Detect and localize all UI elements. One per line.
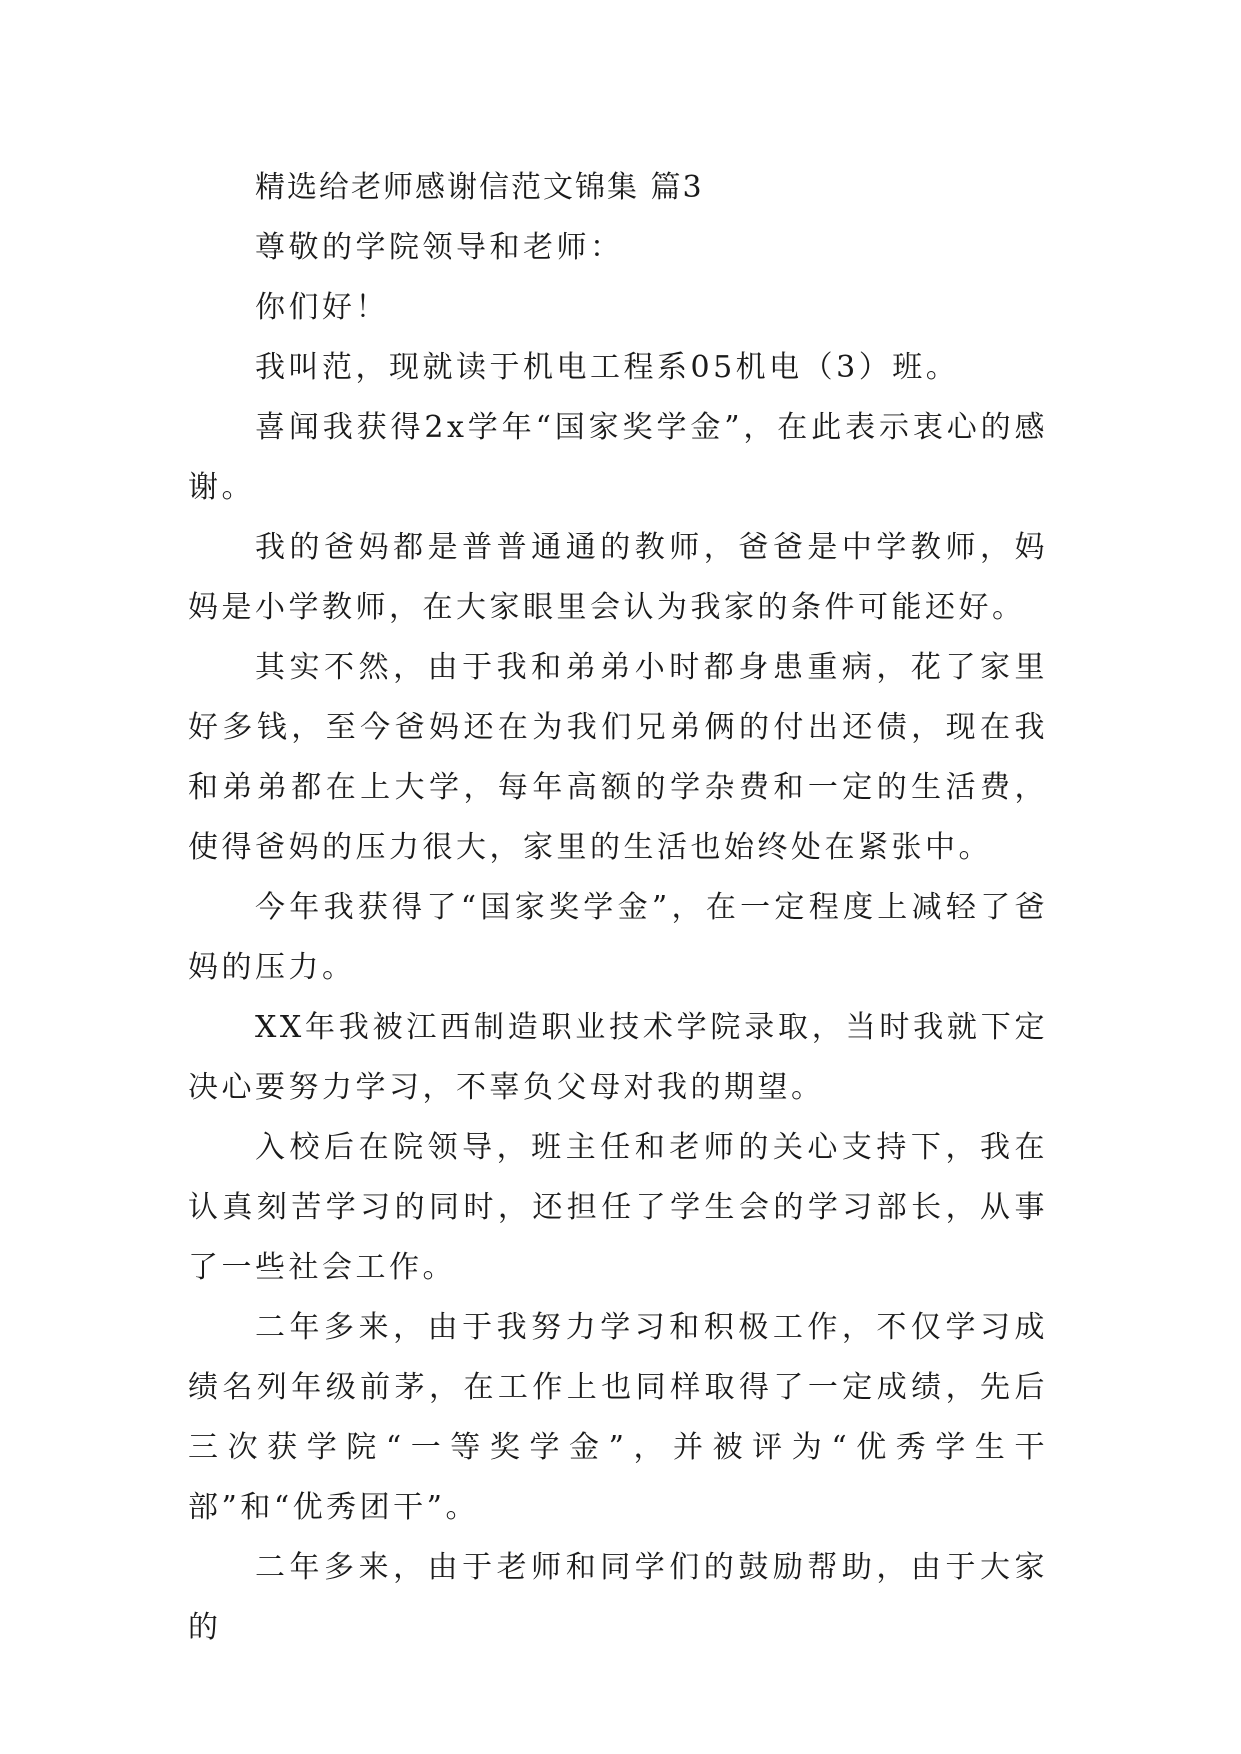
body-paragraph: XX年我被江西制造职业技术学院录取，当时我就下定决心要努力学习，不辜负父母对我的期望。 [188, 1010, 1048, 1105]
document-body [188, 158, 1048, 1658]
body-paragraph: 入校后在院领导，班主任和老师的关心支持下，我在认真刻苦学习的同时，还担任了学生会的学习部长，从事了一些社会工作。 [188, 1130, 1048, 1285]
greeting: 你们好！ [255, 290, 389, 325]
body-paragraph: 喜闻我获得2x学年“国家奖学金”，在此表示衷心的感谢。 [188, 410, 1048, 505]
body-paragraph: 二年多来，由于老师和同学们的鼓励帮助，由于大家的 [188, 1550, 1048, 1645]
body-paragraph: 我叫范，现就读于机电工程系05机电（3）班。 [255, 350, 960, 385]
body-paragraph: 我的爸妈都是普普通通的教师，爸爸是中学教师，妈妈是小学教师，在大家眼里会认为我家的条件可能还好。 [188, 530, 1048, 625]
body-paragraph: 二年多来，由于我努力学习和积极工作，不仅学习成绩名列年级前茅，在工作上也同样取得了一定成绩，先后三次获学院“一等奖学金”，并被评为“优秀学生干部”和“优秀团干”。 [188, 1310, 1048, 1525]
document-title: 精选给老师感谢信范文锦集 篇3 [255, 170, 704, 205]
body-paragraph: 其实不然，由于我和弟弟小时都身患重病，花了家里好多钱，至今爸妈还在为我们兄弟俩的付出还债，现在我和弟弟都在上大学，每年高额的学杂费和一定的生活费，使得爸妈的压力很大，家里的生活也始终处在紧张中。 [188, 650, 1048, 865]
salutation: 尊敬的学院领导和老师： [255, 230, 624, 265]
body-paragraph: 今年我获得了“国家奖学金”，在一定程度上减轻了爸妈的压力。 [188, 890, 1048, 985]
